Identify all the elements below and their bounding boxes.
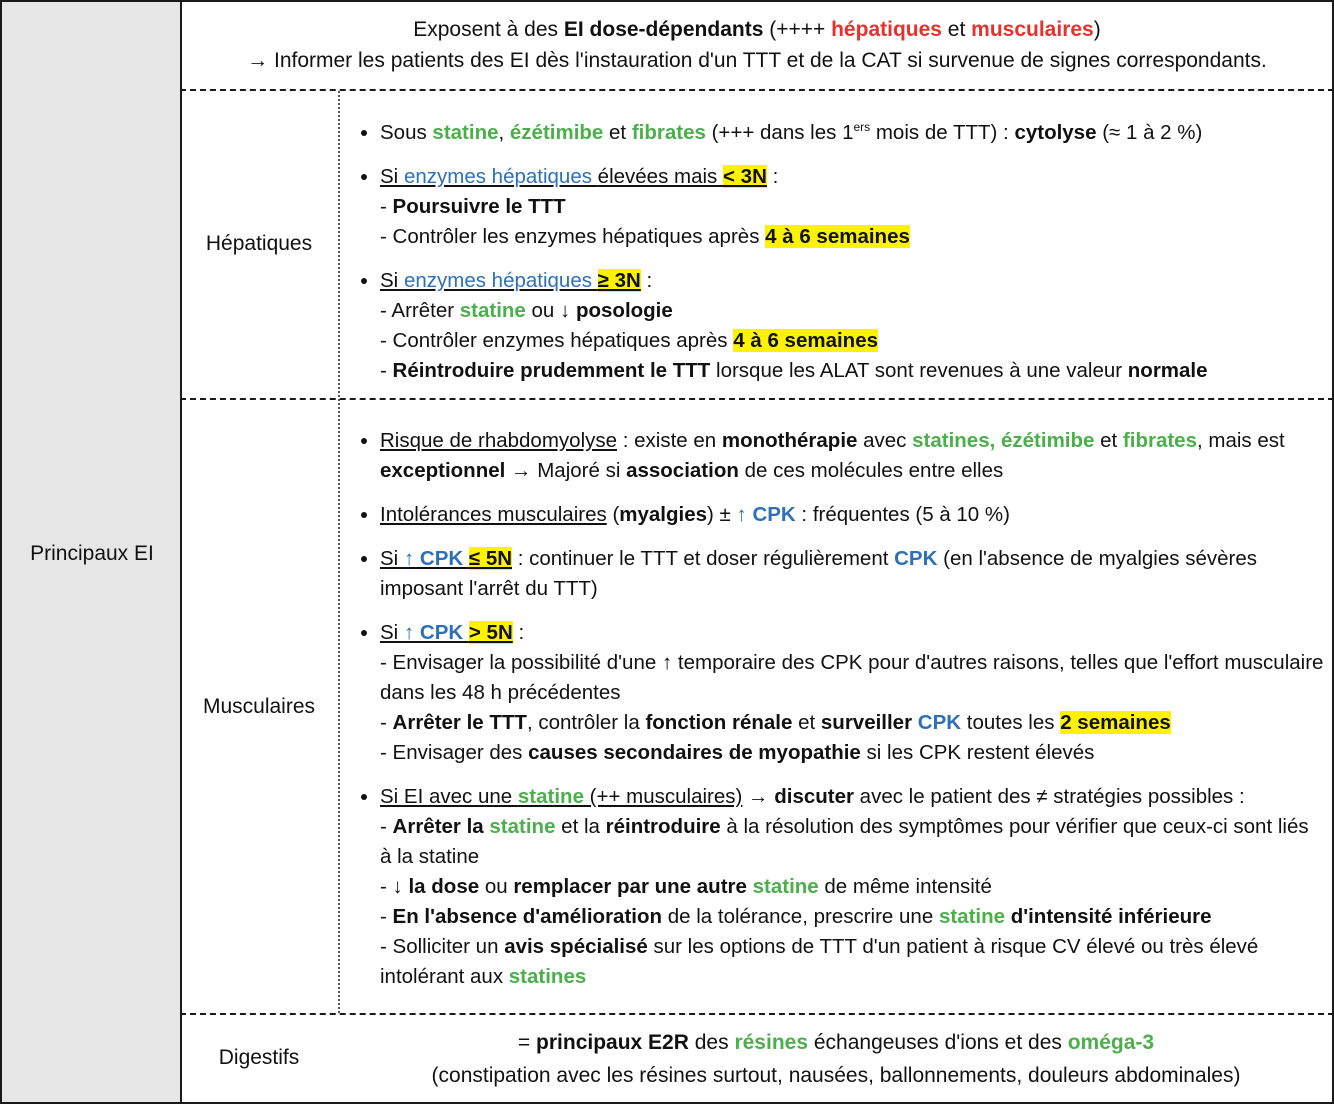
column-divider bbox=[338, 91, 340, 1013]
intro-block bbox=[180, 14, 1334, 76]
section-label-hepatiques: Hépatiques bbox=[205, 232, 313, 255]
list-item: • Si enzymes hépatiques ≥ 3N : - Arrêter statine ou ↓ posologie - Contrôler enzymes hépatiques après 4 à 6 semaines - Réintroduire prudemment le TTT lorsque les ALAT sont revenues à une valeur normale bbox=[380, 266, 1324, 386]
digestifs-line-1: = principaux E2R des résines échangeuses d'ions et des oméga-3 bbox=[517, 1031, 1155, 1054]
left-column bbox=[2, 2, 182, 1102]
digestifs-content bbox=[338, 1026, 1334, 1092]
list-item: • Si ↑ CPK ≤ 5N : continuer le TTT et doser régulièrement CPK (en l'absence de myalgies sévères imposant l'arrêt du TTT) bbox=[380, 544, 1324, 604]
list-item: • Intolérances musculaires (myalgies) ± ↑ CPK : fréquentes (5 à 10 %) bbox=[380, 500, 1324, 530]
list-item: • Si EI avec une statine (++ musculaires) → discuter avec le patient des ≠ stratégies possibles : - Arrêter la statine et la réintroduire à la résolution des symptômes pour vérifier que ceux-ci sont liés à la statine - ↓ la dose ou remplacer par une autre statine de même intensité - En l'absence d'amélioration de la tolérance, prescrire une statine d'intensité inférieure - Solliciter un avis spécialisé sur les options de TTT d'un patient à risque CV élevé ou très élevé intolérant aux statines bbox=[380, 782, 1324, 992]
intro-line-2: → Informer les patients des EI dès l'instauration d'un TTT et de la CAT si survenue de signes correspondants. bbox=[247, 49, 1267, 72]
left-label: Principaux EI bbox=[30, 542, 154, 565]
section-label-musculaires: Musculaires bbox=[202, 695, 316, 718]
row-divider-1 bbox=[180, 89, 1334, 91]
digestifs-line-2: (constipation avec les résines surtout, nausées, ballonnements, douleurs abdominales) bbox=[431, 1064, 1241, 1087]
intro-line-1: Exposent à des EI dose-dépendants (++++ hépatiques et musculaires) bbox=[413, 18, 1101, 41]
row-divider-3 bbox=[180, 1013, 1334, 1015]
hepatiques-content bbox=[352, 112, 1324, 400]
list-item: • Si ↑ CPK > 5N : - Envisager la possibilité d'une ↑ temporaire des CPK pour d'autres raisons, telles que l'effort musculaire dans les 48 h précédentes - Arrêter le TTT, contrôler la fonction rénale et surveiller CPK toutes les 2 semaines - Envisager des causes secondaires de myopathie si les CPK restent élevés bbox=[380, 618, 1324, 768]
musculaires-content bbox=[352, 426, 1324, 1006]
arrow-down-icon: ↓ bbox=[560, 298, 571, 322]
section-label-digestifs: Digestifs bbox=[218, 1046, 300, 1069]
arrow-right-icon: → bbox=[247, 49, 269, 72]
list-item: • Si enzymes hépatiques élevées mais < 3N : - Poursuivre le TTT - Contrôler les enzymes hépatiques après 4 à 6 semaines bbox=[380, 162, 1324, 252]
list-item: • Risque de rhabdomyolyse : existe en monothérapie avec statines, ézétimibe et fibrates, mais est exceptionnel → Majoré si association de ces molécules entre elles bbox=[380, 426, 1324, 486]
list-item: • Sous statine, ézétimibe et fibrates (+++ dans les 1ers mois de TTT) : cytolyse (≈ 1 à 2 %) bbox=[380, 112, 1324, 148]
